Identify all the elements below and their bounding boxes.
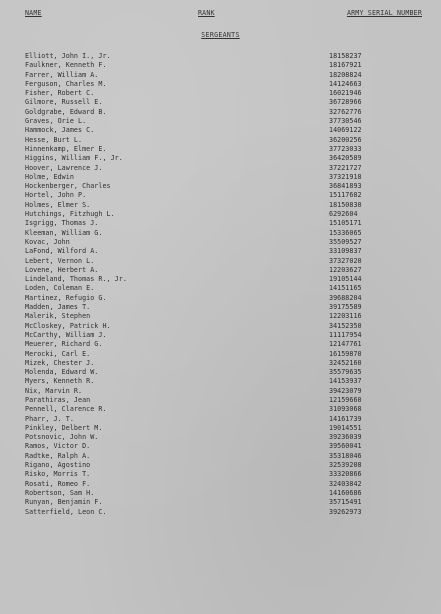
- army-serial-number: 35509527: [329, 237, 362, 246]
- army-serial-number: 12147761: [329, 340, 362, 349]
- soldier-name: Martinez, Refugio G.: [25, 293, 107, 302]
- list-item: [0, 173, 441, 182]
- soldier-name: Higgins, William F., Jr.: [25, 154, 123, 163]
- list-item: [0, 154, 441, 163]
- army-serial-number: 14151165: [329, 284, 362, 293]
- soldier-name: Faulkner, Kenneth F.: [25, 61, 107, 70]
- soldier-name: Risko, Morris T.: [25, 470, 91, 479]
- soldier-name: Goldgrabe, Edward B.: [25, 107, 107, 116]
- soldier-name: Meuerer, Richard G.: [25, 340, 103, 349]
- soldier-name: McCarthy, William J.: [25, 330, 107, 339]
- list-item: [0, 80, 441, 89]
- list-item: [0, 98, 441, 107]
- list-item: [0, 508, 441, 517]
- list-item: [0, 405, 441, 414]
- header-serial: ARMY SERIAL NUMBER: [346, 9, 422, 17]
- army-serial-number: 16021946: [329, 89, 362, 98]
- list-item: [0, 117, 441, 126]
- army-serial-number: 39236039: [329, 433, 362, 442]
- army-serial-number: 35579635: [329, 368, 362, 377]
- soldier-name: Nix, Marvin R.: [25, 386, 83, 395]
- army-serial-number: 18158237: [329, 52, 362, 60]
- army-serial-number: 36200256: [329, 135, 362, 144]
- army-serial-number: 14069122: [329, 126, 362, 135]
- roster-list: [0, 52, 441, 517]
- army-serial-number: 37321918: [329, 172, 362, 181]
- army-serial-number: 34152350: [329, 321, 362, 330]
- army-serial-number: 32539208: [329, 461, 362, 470]
- army-serial-number: 12159660: [329, 395, 362, 404]
- list-item: [0, 498, 441, 507]
- soldier-name: Potsnovic, John W.: [25, 433, 99, 442]
- list-item: [0, 136, 441, 145]
- soldier-name: Holme, Edwin: [25, 172, 74, 181]
- list-item: [0, 145, 441, 154]
- list-item: [0, 219, 441, 228]
- soldier-name: Ferguson, Charles M.: [25, 79, 107, 88]
- list-item: [0, 452, 441, 461]
- list-item: [0, 126, 441, 135]
- soldier-name: Merocki, Carl E.: [25, 349, 91, 358]
- list-item: [0, 433, 441, 442]
- soldier-name: Hutchings, Fitzhugh L.: [25, 210, 115, 219]
- column-header: [0, 9, 441, 21]
- army-serial-number: 32452160: [329, 358, 362, 367]
- soldier-name: LaFond, Wilford A.: [25, 247, 99, 256]
- list-item: [0, 340, 441, 349]
- soldier-name: Hoover, Lawrence J.: [25, 163, 103, 172]
- army-serial-number: 16159870: [329, 349, 362, 358]
- list-item: [0, 350, 441, 359]
- army-serial-number: 36841893: [329, 182, 362, 191]
- army-serial-number: 19105144: [329, 275, 362, 284]
- list-item: [0, 377, 441, 386]
- army-serial-number: 37730546: [329, 117, 362, 126]
- list-item: [0, 108, 441, 117]
- soldier-name: Isgrigg, Thomas J.: [25, 219, 99, 228]
- army-serial-number: 11117954: [329, 330, 362, 339]
- army-serial-number: 14153937: [329, 377, 362, 386]
- soldier-name: Holmes, Elmer S.: [25, 200, 91, 209]
- list-item: [0, 275, 441, 284]
- list-item: [0, 396, 441, 405]
- list-item: [0, 210, 441, 219]
- list-item: [0, 415, 441, 424]
- list-item: [0, 247, 441, 256]
- army-serial-number: 37221727: [329, 163, 362, 172]
- list-item: [0, 387, 441, 396]
- soldier-name: Pinkley, Delbert M.: [25, 423, 103, 432]
- header-rank: RANK: [198, 9, 215, 17]
- soldier-name: Lovene, Herbert A.: [25, 265, 99, 274]
- army-serial-number: 18208824: [329, 70, 362, 79]
- army-serial-number: 18167921: [329, 61, 362, 70]
- army-serial-number: 39688204: [329, 293, 362, 302]
- list-item: [0, 461, 441, 470]
- soldier-name: Madden, James T.: [25, 303, 91, 312]
- list-item: [0, 322, 441, 331]
- army-serial-number: 14161739: [329, 414, 362, 423]
- list-item: [0, 359, 441, 368]
- soldier-name: Hesse, Burt L.: [25, 135, 83, 144]
- soldier-name: Radtke, Ralph A.: [25, 451, 91, 460]
- soldier-name: Parathiras, Jean: [25, 395, 91, 404]
- list-item: [0, 257, 441, 266]
- soldier-name: Rosati, Romeo F.: [25, 479, 91, 488]
- army-serial-number: 33320866: [329, 470, 362, 479]
- soldier-name: Malerik, Stephen: [25, 312, 91, 321]
- section-title: SERGEANTS: [201, 31, 240, 39]
- soldier-name: Lebert, Vernon L.: [25, 256, 95, 265]
- soldier-name: Hinnenkamp, Elmer E.: [25, 144, 107, 153]
- list-item: [0, 71, 441, 80]
- list-item: [0, 331, 441, 340]
- soldier-name: Graves, Orie L.: [25, 117, 87, 126]
- list-item: [0, 470, 441, 479]
- soldier-name: Runyan, Benjamin F.: [25, 498, 103, 507]
- soldier-name: Robertson, Sam H.: [25, 488, 95, 497]
- soldier-name: Hortel, John P.: [25, 191, 87, 200]
- army-serial-number: 37723033: [329, 144, 362, 153]
- list-item: [0, 182, 441, 191]
- list-item: [0, 284, 441, 293]
- list-item: [0, 61, 441, 70]
- soldier-name: Hockenberger, Charles: [25, 182, 111, 191]
- army-serial-number: 12203116: [329, 312, 362, 321]
- list-item: [0, 442, 441, 451]
- list-item: [0, 424, 441, 433]
- army-serial-number: 32762776: [329, 107, 362, 116]
- soldier-name: Mizek, Chester J.: [25, 358, 95, 367]
- army-serial-number: 15336065: [329, 228, 362, 237]
- army-serial-number: 35715491: [329, 498, 362, 507]
- list-item: [0, 294, 441, 303]
- soldier-name: Farrer, William A.: [25, 70, 99, 79]
- army-serial-number: 39262973: [329, 507, 362, 516]
- soldier-name: Hammock, James C.: [25, 126, 95, 135]
- list-item: [0, 368, 441, 377]
- list-item: [0, 303, 441, 312]
- army-serial-number: 18150830: [329, 200, 362, 209]
- list-item: [0, 238, 441, 247]
- soldier-name: Pennell, Clarence R.: [25, 405, 107, 414]
- soldier-name: Loden, Coleman E.: [25, 284, 95, 293]
- army-serial-number: 36420589: [329, 154, 362, 163]
- list-item: [0, 266, 441, 275]
- list-item: [0, 489, 441, 498]
- army-serial-number: 31093068: [329, 405, 362, 414]
- army-serial-number: 19014551: [329, 423, 362, 432]
- list-item: [0, 480, 441, 489]
- soldier-name: Lindeland, Thomas R., Jr.: [25, 275, 127, 284]
- soldier-name: Elliott, John I., Jr.: [25, 52, 111, 60]
- list-item: [0, 89, 441, 98]
- army-serial-number: 14124663: [329, 79, 362, 88]
- army-serial-number: 32403842: [329, 479, 362, 488]
- soldier-name: Pharr, J. T.: [25, 414, 74, 423]
- army-serial-number: 39423079: [329, 386, 362, 395]
- soldier-name: Molenda, Edward W.: [25, 368, 99, 377]
- soldier-name: Ramos, Victor D.: [25, 442, 91, 451]
- army-serial-number: 37327020: [329, 256, 362, 265]
- list-item: [0, 191, 441, 200]
- army-serial-number: 6292604: [329, 210, 358, 219]
- soldier-name: McCloskey, Patrick H.: [25, 321, 111, 330]
- soldier-name: Kleeman, William G.: [25, 228, 103, 237]
- army-serial-number: 14160686: [329, 488, 362, 497]
- army-serial-number: 39175589: [329, 303, 362, 312]
- soldier-name: Myers, Kenneth R.: [25, 377, 95, 386]
- army-serial-number: 35318046: [329, 451, 362, 460]
- army-serial-number: 12203627: [329, 265, 362, 274]
- army-serial-number: 39560041: [329, 442, 362, 451]
- army-serial-number: 15117682: [329, 191, 362, 200]
- list-item: [0, 164, 441, 173]
- list-item: [0, 312, 441, 321]
- army-serial-number: 36728966: [329, 98, 362, 107]
- soldier-name: Rigano, Agostino: [25, 461, 91, 470]
- list-item: [0, 229, 441, 238]
- list-item: [0, 52, 441, 61]
- list-item: [0, 201, 441, 210]
- army-serial-number: 15105171: [329, 219, 362, 228]
- army-serial-number: 33109837: [329, 247, 362, 256]
- header-name: NAME: [25, 9, 42, 17]
- soldier-name: Gilmore, Russell E.: [25, 98, 103, 107]
- soldier-name: Satterfield, Leon C.: [25, 507, 107, 516]
- soldier-name: Kovac, John: [25, 237, 70, 246]
- soldier-name: Fisher, Robert C.: [25, 89, 95, 98]
